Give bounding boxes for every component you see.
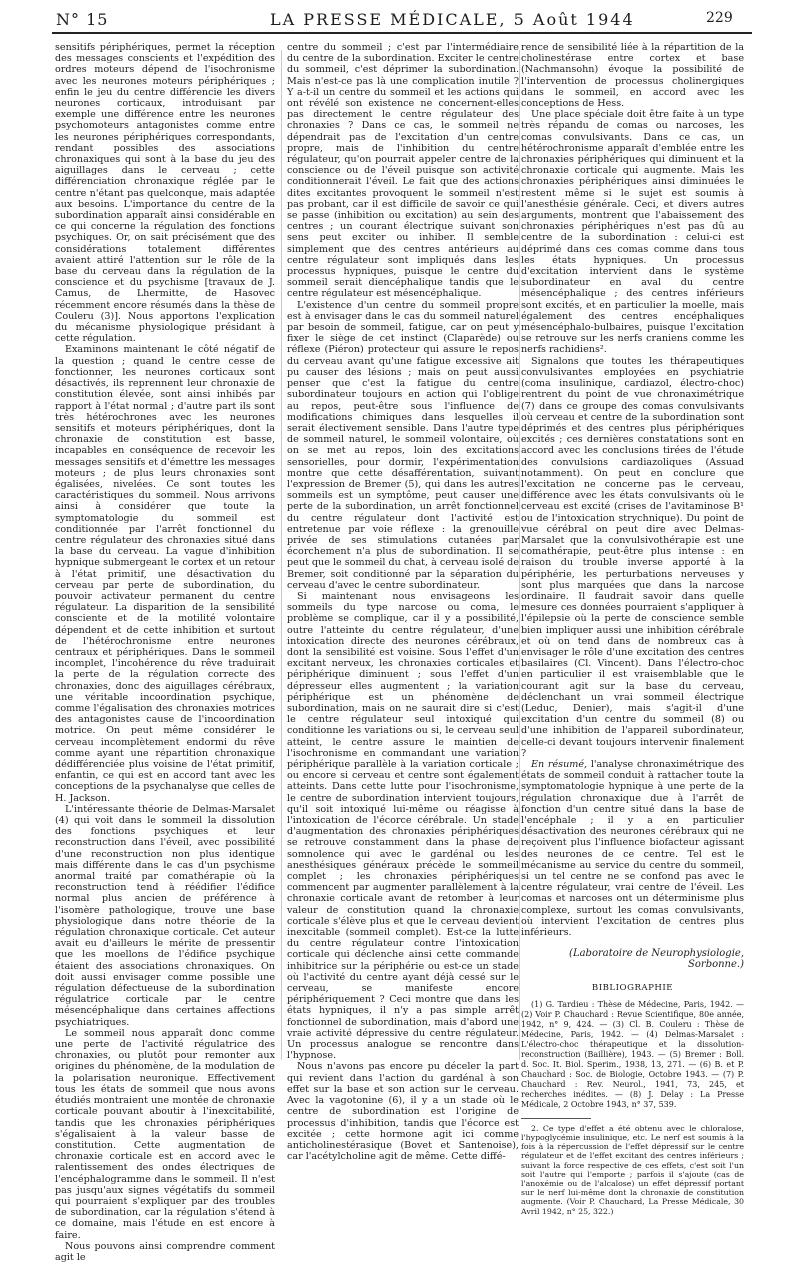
paragraph: rence de sensibilité liée à la répartition de la cholinestérase entre cortex et base (Nachmansohn) évoque la possibilité de l'intervention de processus cholinergiques dans le sommeil, en accord avec les conceptions de Hess. — [521, 42, 744, 110]
page-header — [0, 0, 800, 42]
paragraph: sensitifs périphériques, permet la réception des messages conscients et l'expédition des ordres moteurs dépend de l'isochronisme avec les neurones moteurs périphériques ; enfin le jeu du centre différencie les divers neurones corticaux, introduisant par exemple une différence entre les neurones psychomoteurs antagonistes comme entre les neurones périphériques correspondants, rendant possibles des associations chronaxiques qui sont à la base du jeu des aiguillages dans le cerveau ; cette différenciation chronaxique réglée par le centre n'étant pas quelconque, mais adaptée aux besoins. L'importance du centre de la subordination apparaît ainsi considérable en ce qui concerne la régulation des fonctions psychiques. Or, on sait précisément que des considérations totalement différentes avaient attiré l'attention sur le rôle de la base du cerveau dans la régulation de la conscience et du psychisme [travaux de J. Camus, de Lhermitte, de Hasovec récemment encore résumés dans la thèse de Couleru (3)]. Nous apportons l'explication du mécanisme physiologique présidant à cette régulation. — [55, 42, 275, 345]
laboratory-credit: (Laboratoire de Neurophysiologie, Sorbonne.) — [569, 948, 744, 971]
paragraph: L'existence d'un centre du sommeil propre est à envisager dans le cas du sommeil naturel par besoin de sommeil, fatigue, car on peut y fixer le siège de cet instinct (Claparède) ou réflexe (Piéron) protecteur qui assure le repos du cerveau avant qu'une fatigue excessive ait pu causer des lésions ; mais on peut aussi penser que c'est la fatigue du centre subordinateur toujours en action qui l'oblige au repos, peut-être sous l'influence de modifications chimiques dans lesquelles il serait électivement sensible. Dans l'autre type de sommeil naturel, le sommeil volontaire, où on se met au repos, loin des excitations sensorielles, pour dormir, l'expérimentation montre que cette désafférentation, suivant l'expression de Bremer (5), qui dans les autres sommeils est un symptôme, peut causer une perte de la subordination, un arrêt fonctionnel du centre régulateur dont l'activité est entretenue par voie réflexe : la grenouille privée de ses stimulations cutanées par écorchement n'a plus de subordination. Il se peut que le sommeil du chat, à cerveau isolé de Bremer, soit conditionné par la séparation du cerveau d'avec le centre subordinateur. — [287, 299, 519, 591]
column-1 — [55, 42, 275, 1263]
paragraph: Examinons maintenant le côté négatif de la question ; quand le centre cesse de fonctionner, les neurones corticaux sont désactivés, ils reprennent leur chronaxie de constitution élevée, sont ainsi inhibés par rapport à l'état normal ; d'autre part ils sont très hétérochrones avec les neurones sensitifs et moteurs périphériques, dont la chronaxie de constitution est basse, incapables en conséquence de recevoir les messages sensitifs et d'émettre les messages moteurs ; de plus leurs chronaxies sont égalisées, nivelées. Ce sont toutes les caractéristiques du sommeil. Nous arrivons ainsi à considérer que toute la symptomatologie du sommeil est conditionnée par l'arrêt fonctionnel du centre régulateur des chronaxies situé dans la base du cerveau. La vague d'inhibition hypnique submergeant le cortex et un retour à l'état primitif, une désactivation du cerveau par perte de subordination, du pouvoir activateur permanent du centre régulateur. La disparition de la sensibilité consciente et de la motilité volontaire dépendent et de cette inhibition et surtout de l'hétérochronisme entre neurones centraux et périphériques. Dans le sommeil incomplet, l'incohérence du rêve traduirait la perte de la régulation correcte des chronaxies, donc des aiguillages cérébraux, une véritable incoordination psychique, comme l'égalisation des chronaxies motrices des antagonistes cause de l'incoordination motrice. On peut même considérer le cerveau incomplètement endormi du rêve comme ayant une répartition chronaxique dédifférenciée plus voisine de l'état primitif, enfantin, ce qui est en accord tant avec les conceptions de la psychanalyse que celles de H. Jackson. — [55, 344, 275, 804]
paragraph: Nous pouvons ainsi comprendre comment agit le — [55, 1240, 275, 1263]
summary-paragraph — [521, 759, 744, 938]
page-number: 229 — [706, 10, 733, 26]
column-separator — [519, 50, 520, 1060]
issue-number: N° 15 — [56, 10, 109, 29]
paragraph: L'intéressante théorie de Delmas-Marsalet (4) qui voit dans le sommeil la dissolution des fonctions psychiques et leur reconstruction dans l'éveil, avec possibilité d'une reconstruction non plus identique mais différente dans le cas d'un psychisme anormal traité par comathérapie où la reconstruction tend à réédifier l'édifice normal plus ancien de préférence à l'isomère pathologique, trouve une base physiologique dans notre théorie de la régulation chronaxique corticale. Cet auteur avait eu d'ailleurs le mérite de pressentir que les moellons de l'édifice psychique étaient des associations chronaxiques. On doit aussi envisager comme possible une régulation défectueuse de la subordination régulatrice corticale par le centre mésencéphalique dans certaines affections psychiatriques. — [55, 803, 275, 1028]
column-3 — [521, 42, 744, 1216]
bibliography-title: BIBLIOGRAPHIE — [591, 982, 674, 993]
paragraph: Le sommeil nous apparaît donc comme une perte de l'activité régulatrice des chronaxies, ou plutôt pour remonter aux origines du phénomène, de la modulation de la polarisation neuronique. Effectivement tous les états de sommeil que nous avons étudiés montraient une montée de chronaxie corticale pouvant aboutir à l'inexcitabilité, tandis que les chronaxies périphériques s'égalisaient à la valeur basse de constitution. Cette augmentation de chronaxie corticale est en accord avec le ralentissement des ondes électriques de l'encéphalogramme dans le sommeil. Il n'est pas jusqu'aux signes végétatifs du sommeil qui pourraient s'expliquer par des troubles de subordination, car la régulation s'étend à ce domaine, mais l'étude en est encore à faire. — [55, 1027, 275, 1241]
paragraph: centre du sommeil ; c'est par l'intermédiaire du centre de la subordination. Exciter le centre du sommeil, c'est déprimer la subordination. Mais n'est-ce pas là une complication inutile ? Y a-t-il un centre du sommeil et les actions qui ont révélé son existence ne concernent-elles pas directement le centre régulateur des chronaxies ? Dans ce cas, le sommeil ne dépendrait pas de l'excitation d'un centre propre, mais de l'inhibition du centre régulateur, qu'on pourrait appeler centre de la conscience ou de l'éveil puisque son activité conditionnerait l'éveil. Le fait que des actions dites excitantes provoquent le sommeil n'est pas probant, car il est difficile de savoir ce qui se passe (inhibition ou excitation) au sein des centres ; un courant électrique suivant son sens peut exciter ou inhiber. Il semble simplement que des centres antérieurs au centre régulateur sont impliqués dans les processus hypniques, puisque le centre du sommeil serait diencéphalique tandis que le centre régulateur est mésencéphalique. — [287, 42, 519, 300]
paragraph: Une place spéciale doit être faite à un type très répandu de comas ou narcoses, les comas convulsivants. Dans ce cas, un hétérochronisme apparaît d'emblée entre les chronaxies périphériques qui diminuent et la chronaxie corticale qui augmente. Mais les chronaxies périphériques ainsi diminuées le restent même si le sujet est soumis à l'anesthésie générale. Ceci, et divers autres arguments, montrent que l'abaissement des chronaxies périphériques n'est pas dû au centre de la subordination : celui-ci est déprimé dans ces comas comme dans tous les états hypniques. Un processus d'excitation intervient dans le système subordinateur en aval du centre mésencéphalique ; des centres inférieurs sont excités, et en particulier la moelle, mais également des centres encéphaliques mésencéphalo-bulbaires, puisque l'excitation se retrouve sur les nerfs craniens comme les nerfs rachidiens². — [521, 109, 744, 356]
paragraph: Signalons que toutes les thérapeutiques convulsivantes employées en psychiatrie (coma insulinique, cardiazol, électro-choc) rentrent du point de vue chronaximétrique (7) dans ce groupe des comas convulsivants où cerveau et centre de la subordination sont déprimés et des centres plus périphériques excités ; ces dernières constatations sont en accord avec les conclusions tirées de l'étude des convulsions cardiazoliques (Assuad notamment). On peut en conclure que l'excitation ne concerne pas le cerveau, différence avec les états convulsivants où le cerveau est excité (crises de l'avitaminose B¹ ou de l'intoxication strychnique). Du point de vue cérébral on peut dire avec Delmas-Marsalet que la convulsivothérapie est une comathérapie, peut-être plus intense : en raison du trouble inverse apporté à la périphérie, les perturbations nerveuses y sont plus marquées que dans la narcose ordinaire. Il faudrait savoir dans quelle mesure ces données pourraient s'appliquer à l'épilepsie où la perte de conscience semble bien impliquer aussi une inhibition cérébrale et où on tend dans de nombreux cas à envisager le rôle d'une excitation des centres basilaires (Cl. Vincent). Dans l'électro-choc en particulier il est vraisemblable que le courant agit sur la base du cerveau, déclenchant un vrai sommeil électrique (Leduc, Denier), mais s'agit-il d'une excitation d'un centre du sommeil (8) ou d'une inhibition de l'appareil subordinateur, celle-ci devant toujours intervenir finalement ? — [521, 355, 744, 759]
footnote: 2. Ce type d'effet a été obtenu avec le chloralose, l'hypoglycémie insulinique, etc. Le nerf est soumis à la fois à la répercussion de l'effet dépressif sur le centre régulateur et de l'effet excitant des centres inférieurs ; suivant la force respective de ces effets, c'est soit l'un soit l'autre qui l'emporte ; parfois il s'ajoute (cas de l'anoxémie ou de l'alcalose) un effet dépressif portant sur le nerf lui-même dont la chronaxie de constitution augmente. (Voir P. Chauchard, La Presse Médicale, 30 Avril 1942, n° 25, 322.) — [521, 1123, 744, 1216]
paragraph: Nous n'avons pas encore pu déceler la part qui revient dans l'action du gardénal à son effet sur la base et son action sur le cerveau. Avec la vagotonine (6), il y a un stade où le centre de subordination est l'origine de processus d'inhibition, tandis que l'écorce est excitée ; cette hormone agit ici comme anticholinestérasique (Bovet et Santenoise), car l'acétylcholine agit de même. Cette diffé- — [287, 1061, 519, 1163]
summary-text: l'analyse chronaximétrique des états de sommeil conduit à rattacher toute la symptomatologie hypnique à une perte de la régulation chronaxique due à l'arrêt de fonction d'un centre situé dans la base de l'encéphale ; il y a en particulier désactivation des neurones cérébraux qui ne reçoivent plus l'influence biofacteur agissant des neurones de ce centre. Tel est le mécanisme au service du centre du sommeil, si un tel centre ne se confond pas avec le centre régulateur, vrai centre de l'éveil. Les comas et narcoses ont un déterminisme plus complexe, surtout les comas convulsivants, où intervient l'excitation de centres plus inférieurs. — [521, 759, 744, 939]
paragraph: Si maintenant nous envisageons les sommeils du type narcose ou coma, le problème se complique, car il y a possibilité, outre l'atteinte du centre régulateur, d'une intoxication directe des neurones cérébraux, dont la sensibilité est voisine. Sous l'effet d'un excitant nerveux, les chronaxies corticales et périphérique diminuent ; sous l'effet d'un dépresseur elles augmentent ; la variation périphérique est un phénomène de subordination, mais on ne saurait dire si c'est le centre régulateur seul intoxiqué qui conditionne les variations ou si, le cerveau seul atteint, le centre assure le maintien de l'isochronisme en commandant une variation périphérique parallèle à la variation corticale ; ou encore si cerveau et centre sont également atteints. Dans cette lutte pour l'isochronisme, le centre de subordination intervient toujours, qu'il soit intoxiqué lui-même ou réagisse à l'intoxication de l'écorce cérébrale. Un stade d'augmentation des chronaxies périphériques se retrouve constamment dans la phase de somnolence qui avec le gardénal ou les anesthésiques généraux précède le sommeil complet ; les chronaxies périphériques commencent par augmenter parallèlement à la chronaxie corticale avant de retomber à leur valeur de constitution quand la chronaxie corticale s'élève plus et que le cerveau devient inexcitable (sommeil complet). Est-ce la lutte du centre régulateur contre l'intoxication corticale qui déclenche ainsi cette commande inhibitrice sur la périphérie ou est-ce un stade où l'activité du centre ayant déjà cessé sur le cerveau, se manifeste encore périphériquement ? Ceci montre que dans les états hypniques, il n'y a pas simple arrêt fonctionnel de subordination, mais d'abord une vraie activité dépressive du centre régulateur. Un processus analogue se rencontre dans l'hypnose. — [287, 590, 519, 1062]
summary-lead: En résumé, — [531, 759, 588, 770]
footnote-rule — [521, 1118, 591, 1119]
bibliography-list: (1) G. Tardieu : Thèse de Médecine, Paris, 1942. — (2) Voir P. Chauchard : Revue Scientifique, 80e année, 1942, n° 9, 424. — (3) Cl. B. Couleru : Thèse de Médecine, Paris, 1942. — (4) Delmas-Marsalet : L'électro-choc thérapeutique et la dissolution-reconstruction (Baillière), 1943. — (5) Bremer : Boll. d. Soc. It. Biol. Sperim., 1938, 13, 271. — (6) B. et P. Chauchard : Soc. de Biologie, Octobre 1943. — (7) P. Chauchard : Rev. Neurol., 1941, 73, 245, et recherches inédites. — (8) J. Delay : La Presse Médicale, 2 Octobre 1943, n° 37, 539. — [521, 999, 744, 1109]
column-2 — [287, 42, 519, 1162]
journal-title: LA PRESSE MÉDICALE, 5 Août 1944 — [270, 10, 635, 29]
column-separator — [281, 50, 282, 1060]
header-rule — [52, 32, 752, 34]
